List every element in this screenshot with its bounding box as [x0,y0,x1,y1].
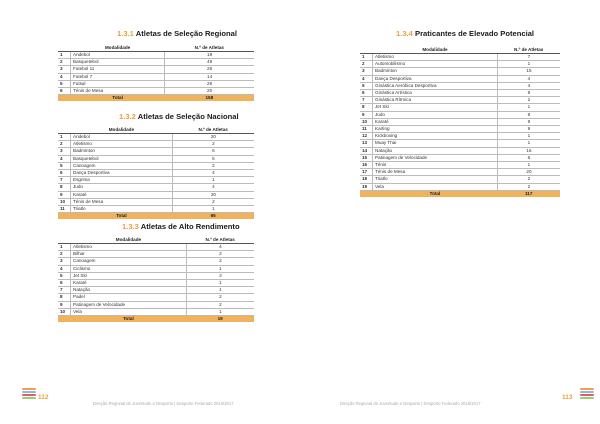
table-row [58,73,254,80]
row-modalidade: Bilhar [71,251,187,258]
page-number-right: 113 [562,394,573,401]
total-spacer [58,316,71,323]
row-modalidade: Karaté [373,118,498,125]
table-row [360,126,560,133]
row-modalidade: Canoagem [71,162,173,169]
row-atletas: 1 [172,177,254,184]
row-atletas: 1 [172,206,254,213]
row-modalidade: Ténis de Mesa [373,169,498,176]
row-index: 3 [360,68,373,75]
header-modalidade: Modalidade [71,236,187,244]
total-label: Total [71,316,187,323]
row-modalidade: Vela [71,308,187,315]
table-row [360,90,560,97]
header-index [58,236,71,244]
row-atletas: 1 [497,104,560,111]
row-atletas: 9 [497,126,560,133]
table-total-row [360,190,560,197]
row-atletas: 2 [172,198,254,205]
row-atletas: 20 [165,88,254,95]
header-modalidade: Modalidade [71,44,165,52]
row-atletas: 2 [497,176,560,183]
row-index: 5 [58,272,71,279]
row-index: 1 [360,54,373,61]
table-rendimento [58,236,254,322]
row-atletas: 4 [497,75,560,82]
logo-stripes-icon [580,388,594,400]
row-index: 6 [58,88,71,95]
row-index: 2 [58,141,71,148]
row-atletas: 1 [186,287,254,294]
row-modalidade: Atletismo [71,244,187,251]
table-row [360,118,560,125]
row-index: 4 [58,155,71,162]
row-modalidade: Andebol [71,134,173,141]
row-atletas: 3 [186,272,254,279]
row-atletas: 6 [172,148,254,155]
row-modalidade: Padel [71,294,187,301]
row-index: 5 [58,162,71,169]
table-row [58,251,254,258]
table-row [58,198,254,205]
row-index: 1 [58,244,71,251]
row-index: 16 [360,162,373,169]
section-title-rendimento: 1.3.3 Atletas de Alto Rendimento [122,222,240,231]
table-nacional [58,126,254,219]
stripe-green [22,397,36,399]
section-title-regional: 1.3.1 Atletas de Seleção Regional [117,29,238,38]
table-row [58,148,254,155]
row-atletas: 2 [186,294,254,301]
table-row [360,75,560,82]
table-row [58,141,254,148]
row-atletas: 28 [165,66,254,73]
section-title-praticantes: 1.3.4 Praticantes de Elevado Potencial [396,29,535,38]
row-index: 12 [360,133,373,140]
row-atletas: 2 [172,141,254,148]
row-atletas: 8 [497,90,560,97]
row-index: 3 [58,148,71,155]
row-index: 8 [360,104,373,111]
table-row [58,308,254,315]
row-atletas: 28 [165,80,254,87]
row-index: 9 [58,301,71,308]
stripe-green [580,397,594,399]
row-modalidade: Dança Desportiva [373,75,498,82]
table-header-row [58,44,254,52]
row-index: 4 [58,73,71,80]
row-modalidade: Esgrima [71,177,173,184]
row-atletas: 14 [165,73,254,80]
row-modalidade: Triatlo [373,176,498,183]
footer-right: Direção Regional de Juventude e Desporto | Desporto Federado 2016/2017 [340,401,481,406]
table-row [58,134,254,141]
table-header-row [58,236,254,244]
table-total-row [58,95,254,102]
page-number-left: 112 [38,394,49,401]
row-atletas: 1 [497,140,560,147]
table-row [58,80,254,87]
row-modalidade: Natação [373,147,498,154]
row-atletas: 4 [497,82,560,89]
table-row [58,88,254,95]
table-regional [58,44,254,101]
table-row [360,140,560,147]
row-index: 2 [58,251,71,258]
table-row [58,155,254,162]
row-index: 9 [360,111,373,118]
total-label: Total [71,95,165,102]
table-row [58,52,254,59]
row-atletas: 5 [172,155,254,162]
table-row [58,294,254,301]
row-modalidade: Dança Desportiva [71,170,173,177]
header-modalidade: Modalidade [373,46,498,54]
header-atletas: N.º de Atletas [165,44,254,52]
row-index: 7 [360,97,373,104]
row-atletas: 1 [497,61,560,68]
row-atletas: 7 [497,54,560,61]
table-row [58,206,254,213]
row-atletas: 1 [186,265,254,272]
row-index: 17 [360,169,373,176]
header-atletas: N.º de Atletas [497,46,560,54]
section-title-nacional: 1.3.2 Atletas de Seleção Nacional [119,112,239,121]
table-row [360,147,560,154]
table-row [58,258,254,265]
row-atletas: 4 [172,184,254,191]
table-row [360,97,560,104]
row-modalidade: Atletismo [373,54,498,61]
row-modalidade: Futebol 7 [71,73,165,80]
row-index: 10 [58,308,71,315]
row-modalidade: Basquetebol [71,155,173,162]
row-modalidade: Canoagem [71,258,187,265]
row-modalidade: Kickboxing [373,133,498,140]
row-modalidade: Karaté [71,280,187,287]
table-header-row [360,46,560,54]
row-atletas: 9 [497,118,560,125]
row-atletas: 8 [497,111,560,118]
row-atletas: 15 [497,68,560,75]
row-modalidade: Badminton [373,68,498,75]
row-atletas: 1 [186,308,254,315]
row-modalidade: Futebol 11 [71,66,165,73]
table-row [360,133,560,140]
row-index: 6 [58,280,71,287]
row-atletas: 1 [497,133,560,140]
row-atletas: 20 [172,134,254,141]
row-index: 6 [360,90,373,97]
row-index: 8 [58,184,71,191]
table-row [58,66,254,73]
row-atletas: 2 [497,97,560,104]
table-row [360,162,560,169]
table-total-row [58,213,254,220]
row-index: 2 [360,61,373,68]
total-spacer [360,190,373,197]
table-row [58,272,254,279]
row-atletas: 2 [497,183,560,190]
row-atletas: 4 [172,170,254,177]
row-modalidade: Ténis de Mesa [71,88,165,95]
header-index [58,126,71,134]
header-index [58,44,71,52]
row-atletas: 1 [186,280,254,287]
row-modalidade: Ciclismo [71,265,187,272]
row-modalidade: Judo [71,184,173,191]
row-modalidade: Karaté [71,191,173,198]
total-value: 19 [186,316,254,323]
row-modalidade: Badminton [71,148,173,155]
header-atletas: N.º de Atletas [186,236,254,244]
row-modalidade: Ténis de Mesa [71,198,173,205]
row-modalidade: Automobilismo [373,61,498,68]
table-row [58,177,254,184]
table-row [360,111,560,118]
table-row [58,162,254,169]
row-modalidade: Patinagem de Velocidade [373,154,498,161]
table-row [360,82,560,89]
table-row [58,301,254,308]
table-row [360,61,560,68]
row-atletas: 2 [172,162,254,169]
header-atletas: N.º de Atletas [172,126,254,134]
table-row [360,169,560,176]
row-index: 11 [360,126,373,133]
table-row [58,280,254,287]
table-row [58,265,254,272]
row-atletas: 6 [497,154,560,161]
row-modalidade: Karting [373,126,498,133]
total-value: 158 [165,95,254,102]
table-row [58,191,254,198]
logo-stripes-icon [22,388,36,400]
row-index: 7 [58,287,71,294]
table-row [360,154,560,161]
total-spacer [58,95,71,102]
row-modalidade: Ténis [373,162,498,169]
table-total-row [58,316,254,323]
row-modalidade: Basquetebol [71,59,165,66]
row-index: 7 [58,177,71,184]
row-index: 8 [58,294,71,301]
row-modalidade: Ginástica Rítmica [373,97,498,104]
table-row [58,170,254,177]
row-index: 9 [58,191,71,198]
row-modalidade: Muay Thai [373,140,498,147]
row-atletas: 2 [186,301,254,308]
row-modalidade: Judo [373,111,498,118]
header-index [360,46,373,54]
table-row [58,287,254,294]
footer-left: Direção Regional de Juventude e Desporto | Desporto Federado 2016/2017 [93,401,234,406]
table-row [360,104,560,111]
table-row [58,59,254,66]
total-label: Total [373,190,498,197]
row-modalidade: Atletismo [71,141,173,148]
row-index: 1 [58,52,71,59]
row-atletas: 4 [186,244,254,251]
row-atletas: 49 [165,59,254,66]
row-modalidade: Ginástica Artística [373,90,498,97]
row-index: 14 [360,147,373,154]
table-header-row [58,126,254,134]
row-index: 19 [360,183,373,190]
row-index: 4 [58,265,71,272]
table-row [360,176,560,183]
header-modalidade: Modalidade [71,126,173,134]
row-modalidade: Vela [373,183,498,190]
total-value: 65 [172,213,254,220]
row-index: 5 [360,82,373,89]
row-index: 10 [58,198,71,205]
row-atletas: 1 [497,162,560,169]
row-index: 1 [58,134,71,141]
table-row [360,54,560,61]
table-row [58,184,254,191]
table-row [360,183,560,190]
row-atletas: 2 [186,258,254,265]
table-praticantes [360,46,560,197]
row-index: 6 [58,170,71,177]
row-index: 18 [360,176,373,183]
row-modalidade: Andebol [71,52,165,59]
total-spacer [58,213,71,220]
row-index: 10 [360,118,373,125]
row-atletas: 20 [172,191,254,198]
row-index: 4 [360,75,373,82]
row-modalidade: Natação [71,287,187,294]
total-label: Total [71,213,173,220]
row-atletas: 20 [497,169,560,176]
right-page [300,0,600,424]
table-row [360,68,560,75]
row-index: 11 [58,206,71,213]
row-index: 2 [58,59,71,66]
row-modalidade: Jet Ski [373,104,498,111]
row-modalidade: Ginástica Aeróbica Desportiva [373,82,498,89]
table-row [58,244,254,251]
row-index: 13 [360,140,373,147]
row-modalidade: Futsal [71,80,165,87]
row-atletas: 19 [165,52,254,59]
row-atletas: 2 [186,251,254,258]
row-index: 3 [58,258,71,265]
row-index: 5 [58,80,71,87]
total-value: 117 [497,190,560,197]
row-modalidade: Patinagem de Velocidade [71,301,187,308]
row-modalidade: Triatlo [71,206,173,213]
row-index: 15 [360,154,373,161]
row-modalidade: Jet Ski [71,272,187,279]
row-atletas: 16 [497,147,560,154]
row-index: 3 [58,66,71,73]
